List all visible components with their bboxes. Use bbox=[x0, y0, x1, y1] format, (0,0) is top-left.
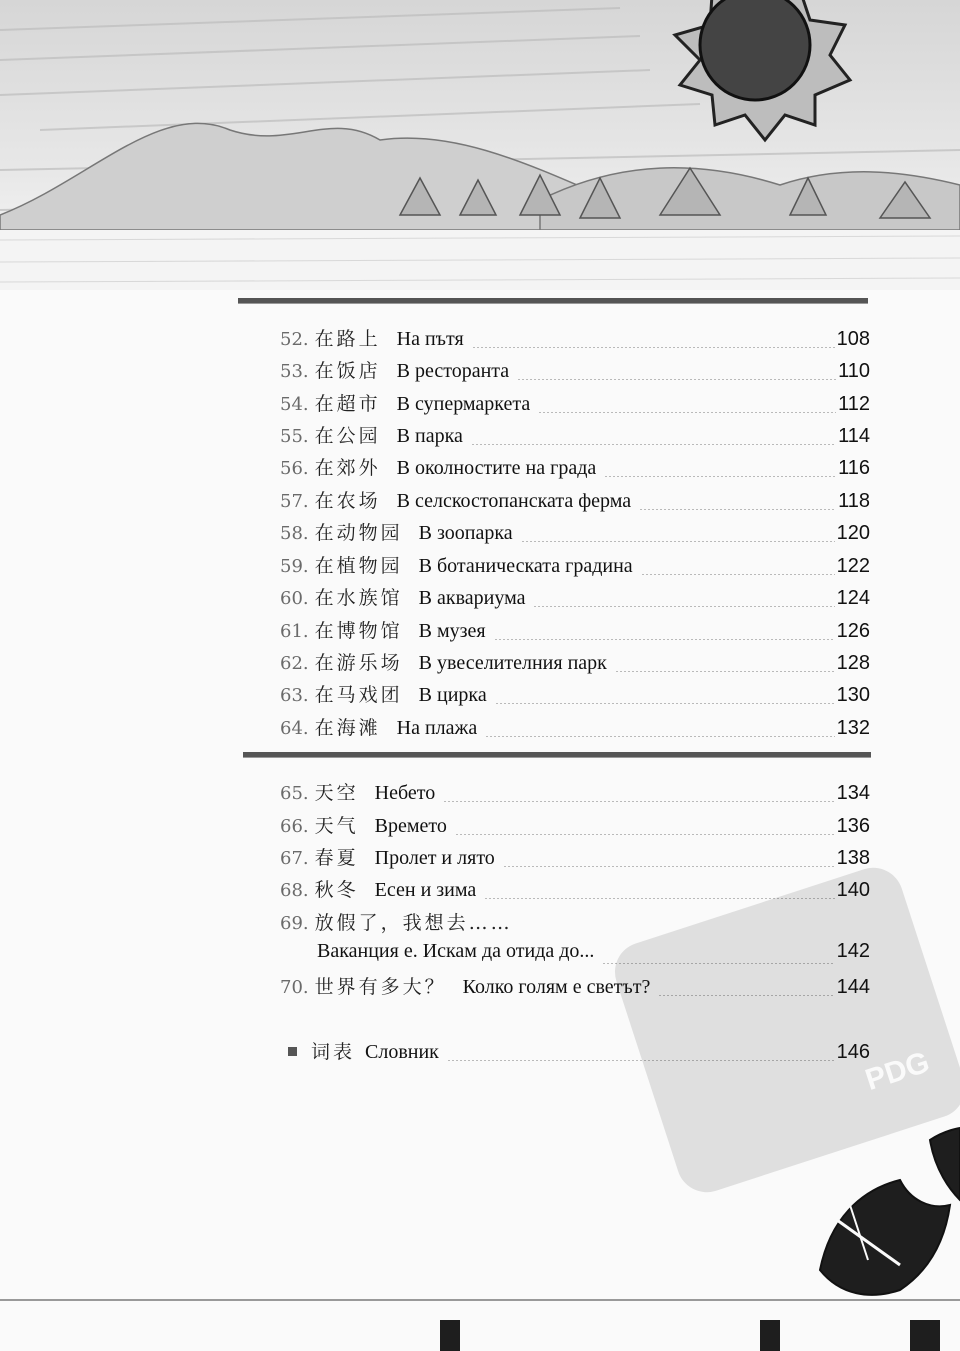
toc-entry-64[interactable]: 64. 在海滩 На плажа 132 bbox=[280, 717, 870, 739]
table-of-contents bbox=[280, 0, 870, 1100]
dot-leader bbox=[447, 1060, 835, 1061]
toc-entry-69[interactable]: Ваканция е. Искам да отида до... 142 bbox=[317, 940, 870, 962]
toc-entry-67[interactable]: 67. 春夏 Пролет и лято 138 bbox=[280, 847, 870, 869]
toc-entry-63[interactable]: 63. 在马戏团 В цирка 130 bbox=[280, 684, 870, 706]
dot-leader bbox=[658, 995, 834, 996]
toc-entry-61[interactable]: 61. 在博物馆 В музея 126 bbox=[280, 620, 870, 642]
toc-entry-52[interactable]: 52. 在路上 На пътя 108 bbox=[280, 328, 870, 350]
toc-entry-65[interactable]: 65. 天空 Небето 134 bbox=[280, 782, 870, 804]
toc-entry-59[interactable]: 59. 在植物园 В ботаническата градина 122 bbox=[280, 555, 870, 577]
bullet-square-icon bbox=[288, 1047, 297, 1056]
toc-entry-54[interactable]: 54. 在超市 В супермаркета 112 bbox=[280, 393, 870, 415]
toc-entry-62[interactable]: 62. 在游乐场 В увеселителния парк 128 bbox=[280, 652, 870, 674]
dot-leader bbox=[485, 736, 834, 737]
watermark-text: PDG bbox=[861, 1045, 934, 1098]
toc-entry-56[interactable]: 56. 在郊外 В околностите на града 116 bbox=[280, 457, 870, 479]
toc-entry-68[interactable]: 68. 秋冬 Есен и зима 140 bbox=[280, 879, 870, 901]
dot-leader bbox=[484, 898, 834, 899]
toc-entry-55[interactable]: 55. 在公园 В парка 114 bbox=[280, 425, 870, 447]
toc-entry-57[interactable]: 57. 在农场 В селскостопанската ферма 118 bbox=[280, 490, 870, 512]
dot-leader bbox=[443, 801, 834, 802]
dot-leader bbox=[615, 671, 835, 672]
dot-leader bbox=[521, 541, 835, 542]
dot-leader bbox=[472, 347, 835, 348]
dot-leader bbox=[494, 639, 835, 640]
toc-entry-69-title[interactable]: 69. 放假了，我想去…… bbox=[280, 912, 513, 934]
toc-entry-53[interactable]: 53. 在饭店 В ресторанта 110 bbox=[280, 360, 870, 382]
dot-leader bbox=[503, 866, 835, 867]
toc-entry-66[interactable]: 66. 天气 Времето 136 bbox=[280, 815, 870, 837]
dot-leader bbox=[602, 963, 834, 964]
toc-entry-70[interactable]: 70. 世界有多大？ Колко голям е светът? 144 bbox=[280, 976, 870, 998]
dot-leader bbox=[517, 379, 836, 380]
leaf-icon bbox=[820, 1128, 960, 1295]
dot-leader bbox=[538, 412, 836, 413]
toc-entry-glossary[interactable]: 词表 Словник 146 bbox=[288, 1037, 870, 1067]
dot-leader bbox=[533, 606, 834, 607]
toc-entry-60[interactable]: 60. 在水族馆 В аквариума 124 bbox=[280, 587, 870, 609]
dot-leader bbox=[471, 444, 836, 445]
toc-entry-58[interactable]: 58. 在动物园 В зоопарка 120 bbox=[280, 522, 870, 544]
dot-leader bbox=[495, 703, 835, 704]
dot-leader bbox=[604, 476, 836, 477]
dot-leader bbox=[639, 509, 836, 510]
dot-leader bbox=[641, 574, 835, 575]
dot-leader bbox=[455, 834, 835, 835]
